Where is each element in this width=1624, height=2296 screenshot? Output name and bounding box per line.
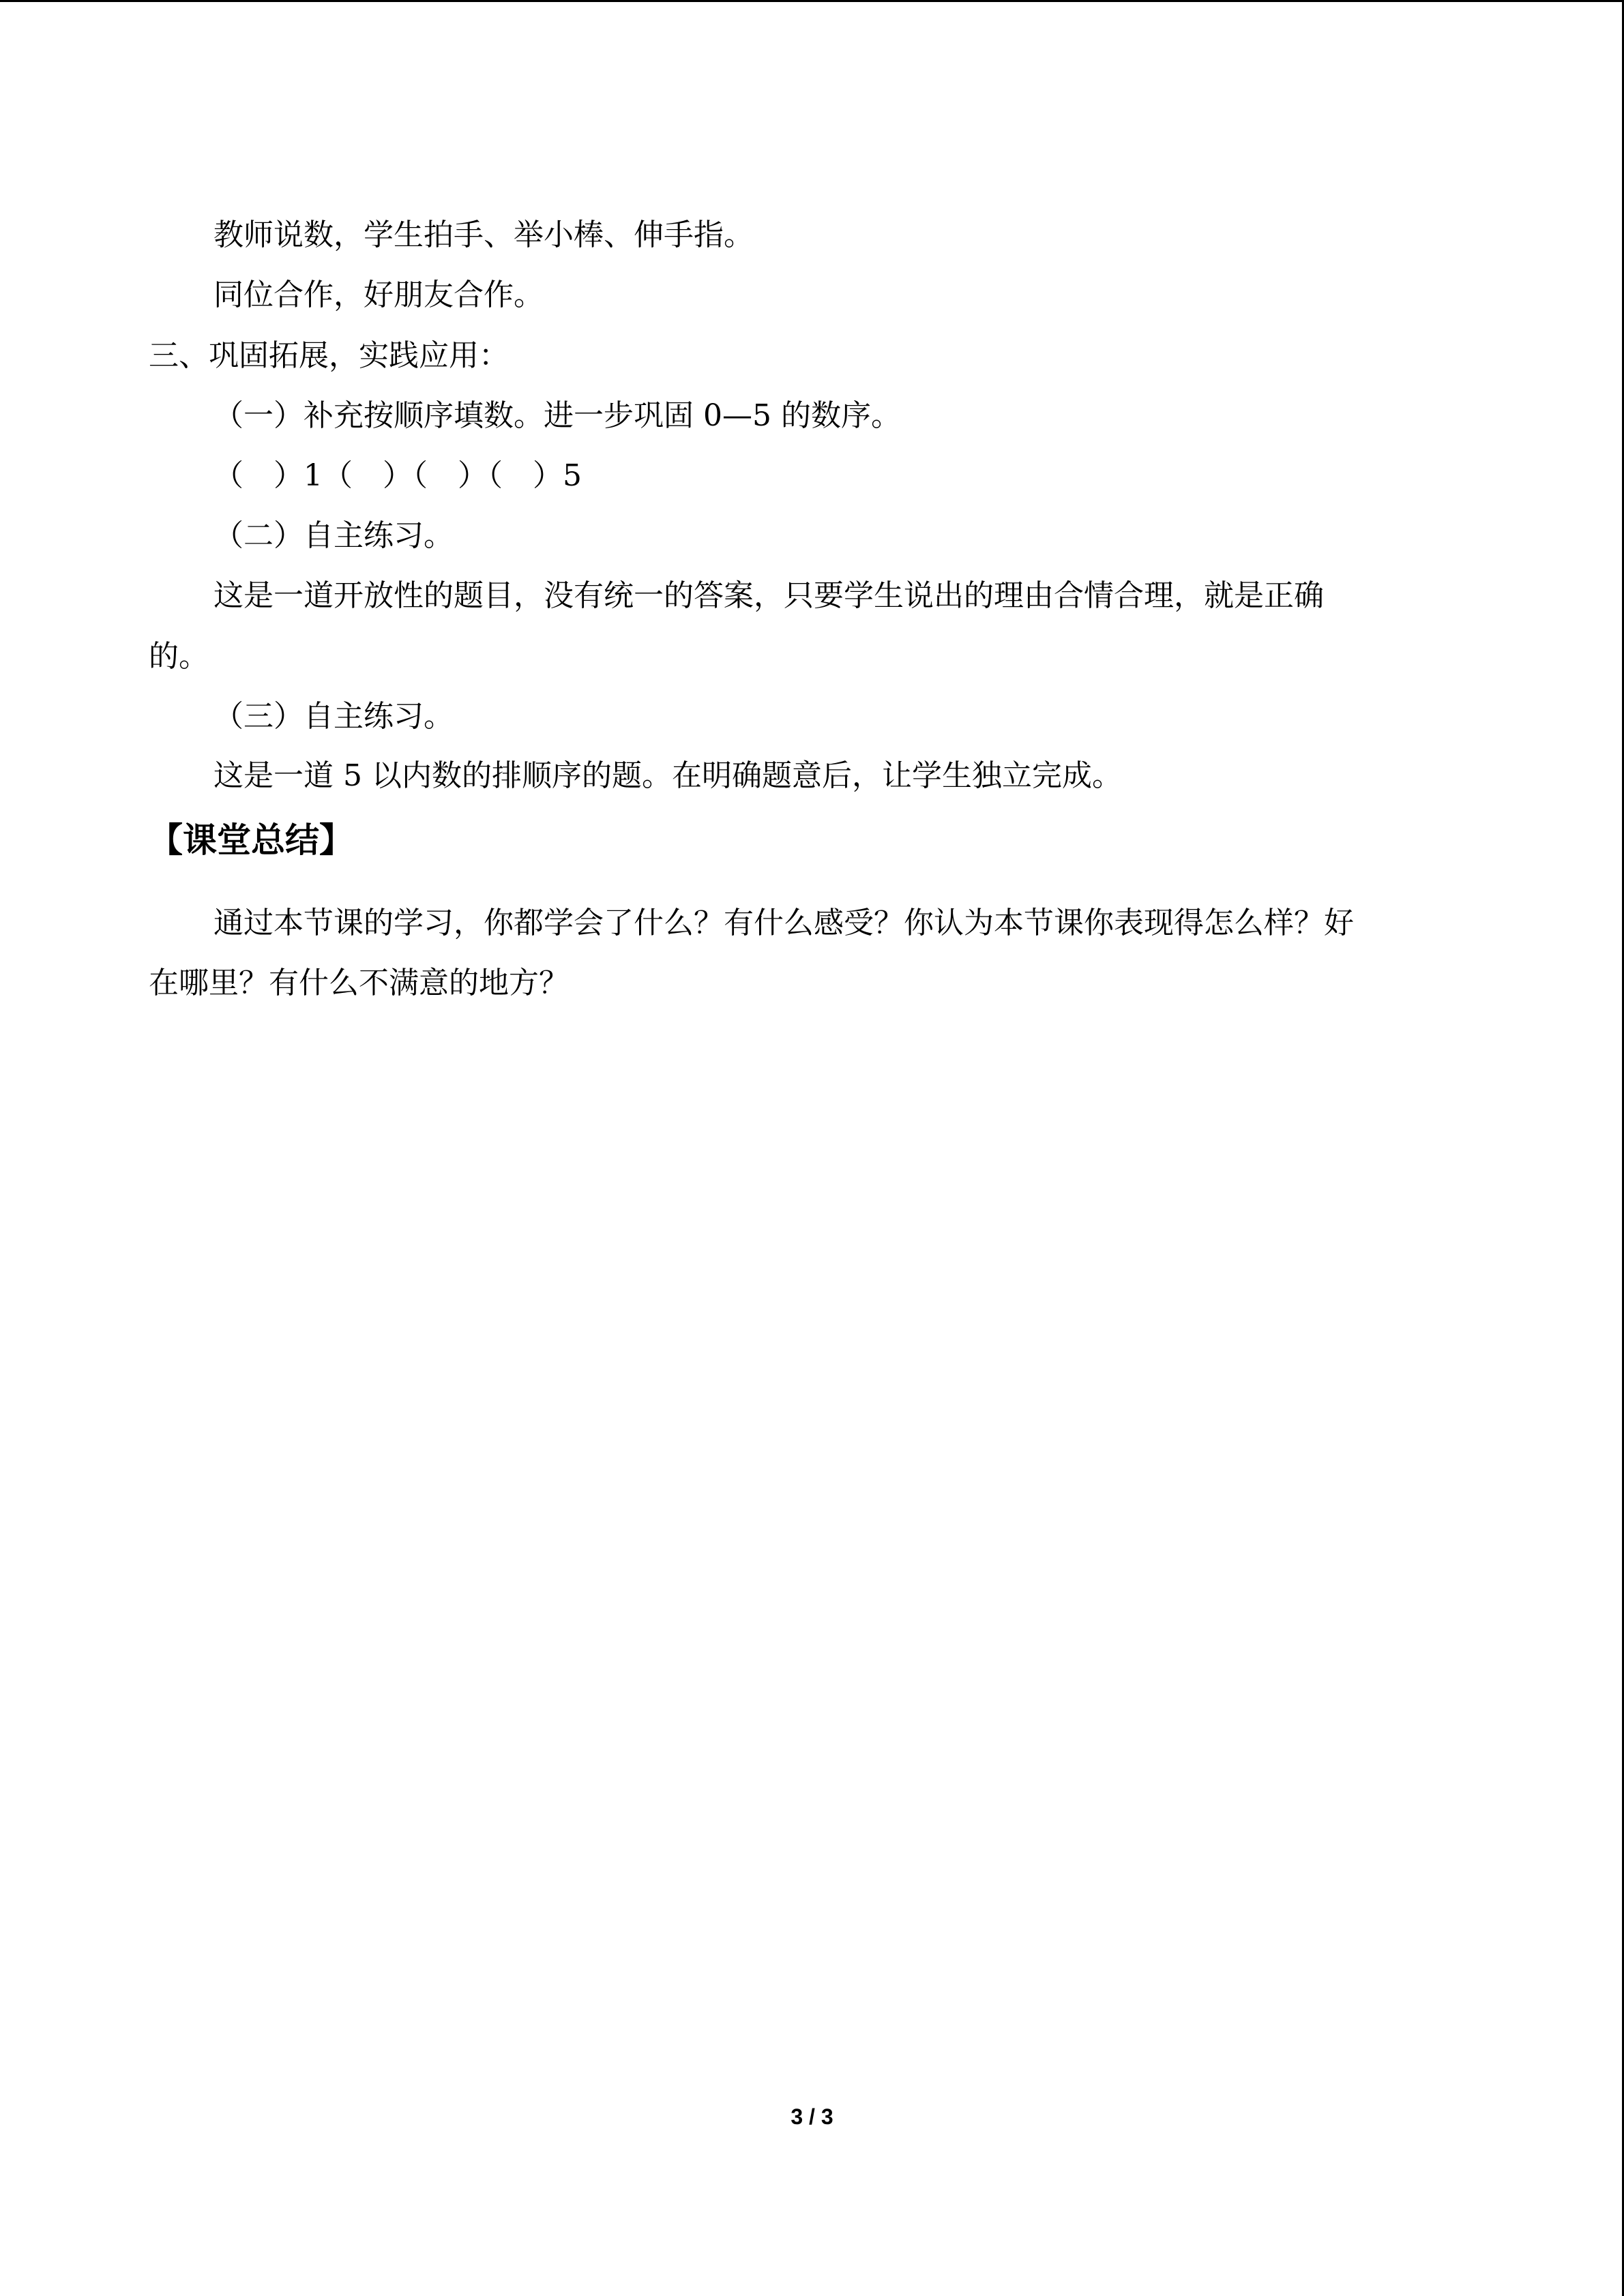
fill-blank-sequence: （ ）1（ ）（ ）（ ）5 bbox=[213, 458, 582, 493]
section-heading: 三、巩固拓展，实践应用： bbox=[149, 338, 509, 373]
summary-heading: 【课堂总结】 bbox=[149, 820, 353, 860]
page-top-border bbox=[0, 0, 1624, 2]
paragraph-line: 同位合作，好朋友合作。 bbox=[213, 278, 544, 312]
paragraph-line: 这是一道 5 以内数的排顺序的题。在明确题意后，让学生独立完成。 bbox=[213, 758, 1122, 793]
summary-line: 在哪里？有什么不满意的地方？ bbox=[149, 966, 569, 1000]
summary-line: 通过本节课的学习，你都学会了什么？有什么感受？你认为本节课你表现得怎么样？好 bbox=[213, 906, 1354, 940]
paragraph-line: （二）自主练习。 bbox=[213, 518, 454, 553]
page-number: 3 / 3 bbox=[791, 2104, 833, 2129]
paragraph-line: （三）自主练习。 bbox=[213, 699, 454, 734]
paragraph-line: （一）补充按顺序填数。进一步巩固 0—5 的数序。 bbox=[213, 398, 901, 433]
paragraph-line: 的。 bbox=[149, 639, 209, 674]
paragraph-line: 这是一道开放性的题目，没有统一的答案，只要学生说出的理由合情合理，就是正确 bbox=[213, 578, 1324, 613]
paragraph-line: 教师说数，学生拍手、举小棒、伸手指。 bbox=[213, 218, 754, 252]
